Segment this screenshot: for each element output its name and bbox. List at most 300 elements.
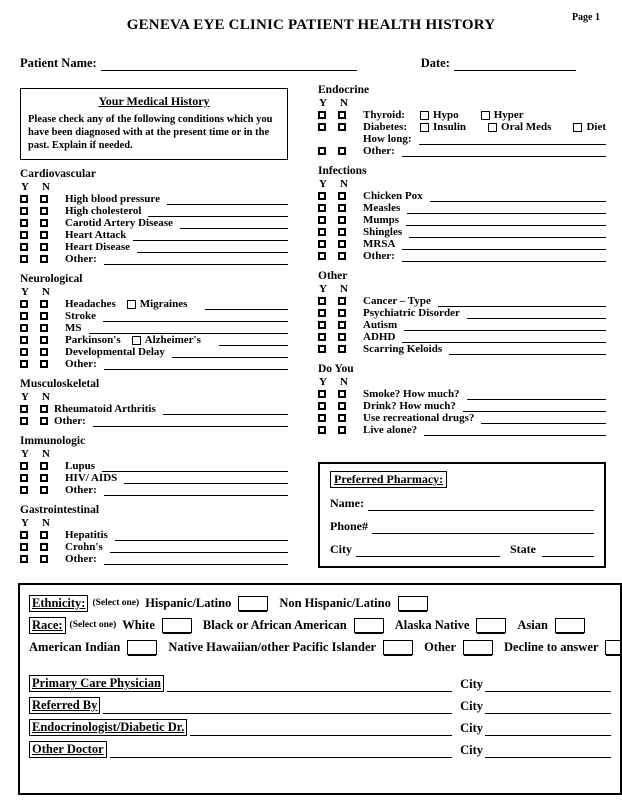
answer-line[interactable] bbox=[167, 194, 288, 205]
yes-checkbox[interactable] bbox=[318, 426, 326, 434]
condition-label: Crohn's bbox=[65, 541, 103, 554]
demographics-box bbox=[18, 583, 622, 795]
ethnicity-option-checkbox[interactable] bbox=[238, 596, 268, 611]
section-title: Infections bbox=[318, 165, 367, 177]
yes-checkbox[interactable] bbox=[318, 333, 326, 341]
condition-label: MRSA bbox=[363, 238, 396, 250]
condition-label: Carotid Artery Disease bbox=[65, 217, 173, 230]
no-checkbox[interactable] bbox=[338, 228, 346, 236]
condition-row bbox=[318, 331, 606, 343]
race-option-checkbox[interactable] bbox=[476, 618, 506, 633]
city-line[interactable] bbox=[485, 682, 611, 692]
no-checkbox[interactable] bbox=[338, 123, 346, 131]
condition-label: Thyroid: bbox=[363, 109, 405, 121]
yes-checkbox[interactable] bbox=[318, 240, 326, 248]
condition-row bbox=[318, 412, 606, 424]
condition-label: Other: bbox=[65, 253, 97, 266]
answer-line[interactable] bbox=[137, 242, 288, 253]
no-checkbox[interactable] bbox=[40, 360, 48, 368]
condition-label: High cholesterol bbox=[65, 205, 142, 218]
option-checkbox[interactable] bbox=[573, 123, 582, 132]
condition-row bbox=[318, 388, 606, 400]
condition-label: HIV/ AIDS bbox=[65, 472, 118, 485]
no-checkbox[interactable] bbox=[338, 297, 346, 305]
no-checkbox[interactable] bbox=[40, 207, 48, 215]
option-label: Hypo bbox=[433, 109, 459, 121]
section-do-you bbox=[318, 363, 606, 436]
race-options-1 bbox=[122, 618, 596, 633]
doctor-name-line[interactable] bbox=[103, 704, 452, 714]
no-checkbox[interactable] bbox=[40, 300, 48, 308]
yes-checkbox[interactable] bbox=[20, 531, 28, 539]
ethnicity-option-checkbox[interactable] bbox=[398, 596, 428, 611]
condition-label: Stroke bbox=[65, 310, 96, 323]
doctor-row bbox=[29, 714, 611, 736]
section-title: Musculoskeletal bbox=[20, 378, 100, 391]
option-label: Alzheimer's bbox=[144, 334, 201, 347]
condition-label: Other: bbox=[65, 484, 97, 497]
answer-line[interactable] bbox=[406, 215, 606, 226]
answer-line[interactable] bbox=[419, 134, 606, 145]
answer-line[interactable] bbox=[103, 311, 288, 322]
condition-label: MS bbox=[65, 322, 82, 335]
doctor-label: Endocrinologist/Diabetic Dr. bbox=[29, 719, 187, 736]
option-checkbox[interactable] bbox=[481, 111, 490, 120]
no-checkbox[interactable] bbox=[40, 195, 48, 203]
condition-row bbox=[20, 553, 288, 565]
condition-label: Other: bbox=[54, 415, 86, 428]
yes-no-header bbox=[318, 283, 606, 295]
no-checkbox[interactable] bbox=[40, 324, 48, 332]
pharmacy-phone-input-line[interactable] bbox=[372, 523, 594, 534]
section-title: Immunologic bbox=[20, 435, 86, 448]
race-option-label: Alaska Native bbox=[394, 617, 470, 632]
answer-line[interactable] bbox=[163, 404, 288, 415]
section-title: Other bbox=[318, 270, 348, 282]
answer-line[interactable] bbox=[430, 191, 606, 202]
race-option-checkbox[interactable] bbox=[605, 640, 622, 655]
yes-column-header: Y bbox=[21, 286, 29, 299]
race-row-1 bbox=[29, 614, 611, 636]
answer-line[interactable] bbox=[424, 425, 606, 436]
yes-checkbox[interactable] bbox=[318, 192, 326, 200]
ethnicity-label: Ethnicity: bbox=[29, 595, 88, 612]
condition-row bbox=[318, 307, 606, 319]
section-other bbox=[318, 270, 606, 355]
option-checkbox[interactable] bbox=[420, 123, 429, 132]
yes-checkbox[interactable] bbox=[20, 207, 28, 215]
medical-history-instructions: Please check any of the following conditions which you have been diagnosed with at the present time or in the past. Explain if needed. bbox=[28, 114, 273, 152]
no-checkbox[interactable] bbox=[338, 402, 346, 410]
answer-line[interactable] bbox=[104, 359, 288, 370]
yes-checkbox[interactable] bbox=[20, 555, 28, 563]
no-checkbox[interactable] bbox=[338, 216, 346, 224]
pharmacy-city-label: City bbox=[330, 542, 352, 556]
condition-row bbox=[318, 250, 606, 262]
city-label: City bbox=[460, 721, 483, 735]
answer-line[interactable] bbox=[104, 554, 288, 565]
condition-row bbox=[20, 541, 288, 553]
patient-name-input-line[interactable] bbox=[101, 60, 357, 71]
yes-column-header: Y bbox=[319, 376, 327, 388]
yes-column-header: Y bbox=[319, 283, 327, 295]
no-column-header: N bbox=[340, 178, 348, 190]
doctor-name-line[interactable] bbox=[167, 682, 452, 692]
no-checkbox[interactable] bbox=[338, 426, 346, 434]
pharmacy-name-label: Name: bbox=[330, 496, 364, 510]
pharmacy-state-label: State bbox=[510, 542, 536, 556]
no-checkbox[interactable] bbox=[338, 390, 346, 398]
condition-label: Smoke? How much? bbox=[363, 388, 460, 400]
condition-label: ADHD bbox=[363, 331, 396, 343]
condition-row bbox=[318, 109, 606, 121]
yes-checkbox[interactable] bbox=[318, 390, 326, 398]
no-column-header: N bbox=[340, 283, 348, 295]
answer-line[interactable] bbox=[89, 323, 289, 334]
no-checkbox[interactable] bbox=[40, 543, 48, 551]
answer-line[interactable] bbox=[402, 251, 606, 262]
no-checkbox[interactable] bbox=[40, 336, 48, 344]
pharmacy-title: Preferred Pharmacy: bbox=[330, 471, 447, 488]
race-option-label: White bbox=[122, 617, 155, 632]
city-line[interactable] bbox=[485, 704, 611, 714]
yes-no-header bbox=[318, 178, 606, 190]
yes-checkbox[interactable] bbox=[20, 219, 28, 227]
no-checkbox[interactable] bbox=[338, 345, 346, 353]
condition-row bbox=[318, 424, 606, 436]
condition-label: Autism bbox=[363, 319, 398, 331]
yes-column-header: Y bbox=[319, 178, 327, 190]
condition-row bbox=[20, 241, 288, 253]
no-column-header: N bbox=[42, 391, 50, 404]
condition-row bbox=[20, 334, 288, 346]
condition-label: Measles bbox=[363, 202, 401, 214]
condition-row bbox=[20, 346, 288, 358]
no-checkbox[interactable] bbox=[338, 309, 346, 317]
condition-row bbox=[20, 484, 288, 496]
condition-label: Shingles bbox=[363, 226, 403, 238]
city-line[interactable] bbox=[485, 748, 611, 758]
answer-line[interactable] bbox=[409, 227, 606, 238]
condition-label: Diabetes: bbox=[363, 121, 407, 133]
no-checkbox[interactable] bbox=[40, 531, 48, 539]
answer-line[interactable] bbox=[93, 416, 288, 427]
yes-checkbox[interactable] bbox=[20, 195, 28, 203]
condition-row bbox=[318, 121, 606, 133]
yes-checkbox[interactable] bbox=[20, 324, 28, 332]
city-label: City bbox=[460, 677, 483, 691]
answer-line[interactable] bbox=[104, 254, 288, 265]
section-endocrine bbox=[318, 84, 606, 157]
ethnicity-row bbox=[29, 592, 611, 614]
yes-no-header bbox=[318, 376, 606, 388]
condition-label: Psychiatric Disorder bbox=[363, 307, 460, 319]
doctor-row bbox=[29, 670, 611, 692]
answer-line[interactable] bbox=[402, 146, 606, 157]
condition-label: Heart Disease bbox=[65, 241, 131, 254]
yes-checkbox[interactable] bbox=[318, 321, 326, 329]
no-checkbox[interactable] bbox=[338, 252, 346, 260]
section-title: Gastrointestinal bbox=[20, 504, 100, 517]
ethnicity-options bbox=[145, 596, 439, 611]
condition-label: Chicken Pox bbox=[363, 190, 423, 202]
yes-checkbox[interactable] bbox=[20, 312, 28, 320]
yes-no-header bbox=[20, 391, 288, 403]
condition-label: Scarring Keloids bbox=[363, 343, 443, 355]
no-checkbox[interactable] bbox=[40, 312, 48, 320]
yes-checkbox[interactable] bbox=[318, 216, 326, 224]
yes-checkbox[interactable] bbox=[20, 486, 28, 494]
medical-history-title: Your Medical History bbox=[98, 94, 210, 108]
city-line[interactable] bbox=[485, 726, 611, 736]
no-checkbox[interactable] bbox=[40, 231, 48, 239]
condition-row bbox=[318, 400, 606, 412]
option-label: Migraines bbox=[139, 298, 188, 311]
condition-label: Use recreational drugs? bbox=[363, 412, 475, 424]
yes-checkbox[interactable] bbox=[318, 252, 326, 260]
race-option-checkbox[interactable] bbox=[127, 640, 157, 655]
yes-checkbox[interactable] bbox=[318, 228, 326, 236]
no-checkbox[interactable] bbox=[338, 240, 346, 248]
condition-row bbox=[20, 460, 288, 472]
doctor-name-line[interactable] bbox=[190, 726, 452, 736]
date-label: Date: bbox=[420, 56, 450, 70]
yes-checkbox[interactable] bbox=[20, 255, 28, 263]
doctor-name-line[interactable] bbox=[110, 748, 452, 758]
doctor-label: Other Doctor bbox=[29, 741, 107, 758]
pharmacy-phone-row bbox=[330, 511, 594, 534]
answer-line[interactable] bbox=[467, 308, 606, 319]
patient-name-label: Patient Name: bbox=[20, 56, 97, 70]
option-label: Diet bbox=[586, 121, 606, 133]
no-checkbox[interactable] bbox=[338, 147, 346, 155]
condition-row bbox=[20, 472, 288, 484]
option-checkbox[interactable] bbox=[420, 111, 429, 120]
answer-line[interactable] bbox=[402, 332, 606, 343]
no-checkbox[interactable] bbox=[338, 414, 346, 422]
yes-checkbox[interactable] bbox=[318, 147, 326, 155]
condition-row bbox=[318, 238, 606, 250]
no-column-header: N bbox=[42, 517, 50, 530]
section-cardiovascular bbox=[20, 168, 288, 265]
section-title: Do You bbox=[318, 363, 354, 375]
no-checkbox[interactable] bbox=[338, 111, 346, 119]
yes-checkbox[interactable] bbox=[20, 417, 28, 425]
answer-line[interactable] bbox=[205, 299, 288, 310]
no-column-header: N bbox=[340, 376, 348, 388]
no-checkbox[interactable] bbox=[40, 405, 48, 413]
condition-row bbox=[20, 229, 288, 241]
condition-row bbox=[318, 295, 606, 307]
condition-row bbox=[20, 205, 288, 217]
answer-line[interactable] bbox=[110, 542, 288, 553]
no-checkbox[interactable] bbox=[40, 219, 48, 227]
race-option-checkbox[interactable] bbox=[555, 618, 585, 633]
condition-row bbox=[318, 214, 606, 226]
doctor-label: Primary Care Physician bbox=[29, 675, 164, 692]
page-number: Page 1 bbox=[571, 12, 600, 23]
section-gastrointestinal bbox=[20, 504, 288, 565]
ethnicity-option-label: Non Hispanic/Latino bbox=[279, 595, 391, 610]
city-label: City bbox=[460, 699, 483, 713]
condition-row bbox=[20, 322, 288, 334]
option-label: Insulin bbox=[433, 121, 467, 133]
right-column bbox=[318, 84, 606, 568]
doctor-row bbox=[29, 736, 611, 758]
condition-label: Other: bbox=[65, 358, 97, 371]
condition-row bbox=[20, 253, 288, 265]
yes-checkbox[interactable] bbox=[20, 405, 28, 413]
race-option-label: Black or African American bbox=[202, 617, 347, 632]
option-checkbox[interactable] bbox=[132, 336, 141, 345]
condition-label: Other: bbox=[363, 250, 395, 262]
answer-line[interactable] bbox=[172, 347, 288, 358]
answer-line[interactable] bbox=[219, 335, 288, 346]
answer-line[interactable] bbox=[467, 389, 606, 400]
race-option-checkbox[interactable] bbox=[383, 640, 413, 655]
condition-label: Other: bbox=[65, 553, 97, 566]
condition-row bbox=[318, 190, 606, 202]
answer-line[interactable] bbox=[102, 461, 288, 472]
section-title: Endocrine bbox=[318, 84, 370, 96]
answer-line[interactable] bbox=[438, 296, 606, 307]
pharmacy-phone-label: Phone# bbox=[330, 519, 369, 533]
answer-line[interactable] bbox=[463, 401, 606, 412]
preferred-pharmacy-box bbox=[318, 462, 606, 568]
race-option-label: American Indian bbox=[29, 639, 121, 654]
section-title: Neurological bbox=[20, 273, 83, 286]
no-checkbox[interactable] bbox=[338, 333, 346, 341]
race-row-2 bbox=[29, 636, 611, 658]
condition-label: Headaches bbox=[65, 298, 116, 311]
race-option-checkbox[interactable] bbox=[463, 640, 493, 655]
condition-label: Heart Attack bbox=[65, 229, 127, 242]
option-checkbox[interactable] bbox=[127, 300, 136, 309]
yes-checkbox[interactable] bbox=[318, 204, 326, 212]
no-checkbox[interactable] bbox=[40, 486, 48, 494]
no-checkbox[interactable] bbox=[40, 555, 48, 563]
no-checkbox[interactable] bbox=[338, 192, 346, 200]
yes-checkbox[interactable] bbox=[20, 474, 28, 482]
race-option-checkbox[interactable] bbox=[354, 618, 384, 633]
race-option-label: Native Hawaiian/other Pacific Islander bbox=[168, 639, 377, 654]
condition-label: High blood pressure bbox=[65, 193, 160, 206]
answer-line[interactable] bbox=[407, 203, 606, 214]
answer-line[interactable] bbox=[148, 206, 288, 217]
yes-no-header bbox=[20, 448, 288, 460]
yes-checkbox[interactable] bbox=[20, 462, 28, 470]
answer-line[interactable] bbox=[481, 413, 606, 424]
race-option-checkbox[interactable] bbox=[162, 618, 192, 633]
condition-label: Mumps bbox=[363, 214, 400, 226]
race-select-one: (Select one) bbox=[69, 620, 117, 630]
condition-row bbox=[20, 298, 288, 310]
form-title: GENEVA EYE CLINIC PATIENT HEALTH HISTORY bbox=[126, 17, 496, 33]
yes-column-header: Y bbox=[21, 517, 29, 530]
condition-label: Other: bbox=[363, 145, 395, 157]
race-option-label: Decline to answer bbox=[504, 639, 599, 654]
yes-checkbox[interactable] bbox=[20, 231, 28, 239]
answer-line[interactable] bbox=[124, 473, 288, 484]
answer-line[interactable] bbox=[115, 530, 288, 541]
no-checkbox[interactable] bbox=[40, 462, 48, 470]
ethnicity-select-one: (Select one) bbox=[92, 598, 140, 608]
race-label: Race: bbox=[29, 617, 66, 634]
pharmacy-title-row bbox=[330, 471, 594, 488]
yes-checkbox[interactable] bbox=[20, 243, 28, 251]
answer-line[interactable] bbox=[449, 344, 606, 355]
answer-line[interactable] bbox=[180, 218, 288, 229]
section-immunologic bbox=[20, 435, 288, 496]
condition-row bbox=[318, 319, 606, 331]
yes-no-header bbox=[20, 181, 288, 193]
answer-line[interactable] bbox=[402, 239, 606, 250]
answer-line[interactable] bbox=[133, 230, 288, 241]
yes-checkbox[interactable] bbox=[318, 309, 326, 317]
option-label: Hyper bbox=[493, 109, 524, 121]
condition-label: Developmental Delay bbox=[65, 346, 165, 359]
no-checkbox[interactable] bbox=[40, 474, 48, 482]
yes-checkbox[interactable] bbox=[20, 336, 28, 344]
condition-row bbox=[20, 415, 288, 427]
yes-checkbox[interactable] bbox=[20, 300, 28, 308]
no-checkbox[interactable] bbox=[40, 348, 48, 356]
condition-label: Parkinson's bbox=[65, 334, 121, 347]
option-checkbox[interactable] bbox=[488, 123, 497, 132]
condition-row bbox=[318, 226, 606, 238]
condition-label: Live alone? bbox=[363, 424, 418, 436]
yes-checkbox[interactable] bbox=[318, 402, 326, 410]
condition-row bbox=[318, 133, 606, 145]
yes-checkbox[interactable] bbox=[20, 360, 28, 368]
no-checkbox[interactable] bbox=[40, 255, 48, 263]
no-checkbox[interactable] bbox=[338, 321, 346, 329]
pharmacy-name-input-line[interactable] bbox=[368, 500, 594, 511]
doctor-row bbox=[29, 692, 611, 714]
medical-history-instructions-box bbox=[20, 88, 288, 160]
condition-label: Drink? How much? bbox=[363, 400, 456, 412]
yes-checkbox[interactable] bbox=[318, 123, 326, 131]
condition-row bbox=[318, 145, 606, 157]
no-checkbox[interactable] bbox=[40, 417, 48, 425]
no-column-header: N bbox=[340, 97, 348, 109]
yes-column-header: Y bbox=[21, 391, 29, 404]
pharmacy-name-row bbox=[330, 488, 594, 511]
yes-column-header: Y bbox=[319, 97, 327, 109]
race-options-2 bbox=[29, 640, 622, 655]
yes-checkbox[interactable] bbox=[20, 348, 28, 356]
yes-checkbox[interactable] bbox=[318, 345, 326, 353]
no-checkbox[interactable] bbox=[338, 204, 346, 212]
city-label: City bbox=[460, 743, 483, 757]
section-infections bbox=[318, 165, 606, 262]
no-checkbox[interactable] bbox=[40, 243, 48, 251]
pharmacy-city-input-line[interactable] bbox=[356, 546, 500, 557]
yes-checkbox[interactable] bbox=[318, 111, 326, 119]
race-option-label: Asian bbox=[517, 617, 548, 632]
condition-label: Hepatitis bbox=[65, 529, 108, 542]
yes-checkbox[interactable] bbox=[318, 414, 326, 422]
answer-line[interactable] bbox=[104, 485, 288, 496]
date-input-line[interactable] bbox=[454, 60, 576, 71]
patient-name-row bbox=[20, 56, 576, 71]
race-option-label: Other bbox=[424, 639, 456, 654]
pharmacy-state-input-line[interactable] bbox=[542, 546, 594, 557]
yes-checkbox[interactable] bbox=[20, 543, 28, 551]
yes-checkbox[interactable] bbox=[318, 297, 326, 305]
condition-row bbox=[318, 343, 606, 355]
answer-line[interactable] bbox=[404, 320, 606, 331]
